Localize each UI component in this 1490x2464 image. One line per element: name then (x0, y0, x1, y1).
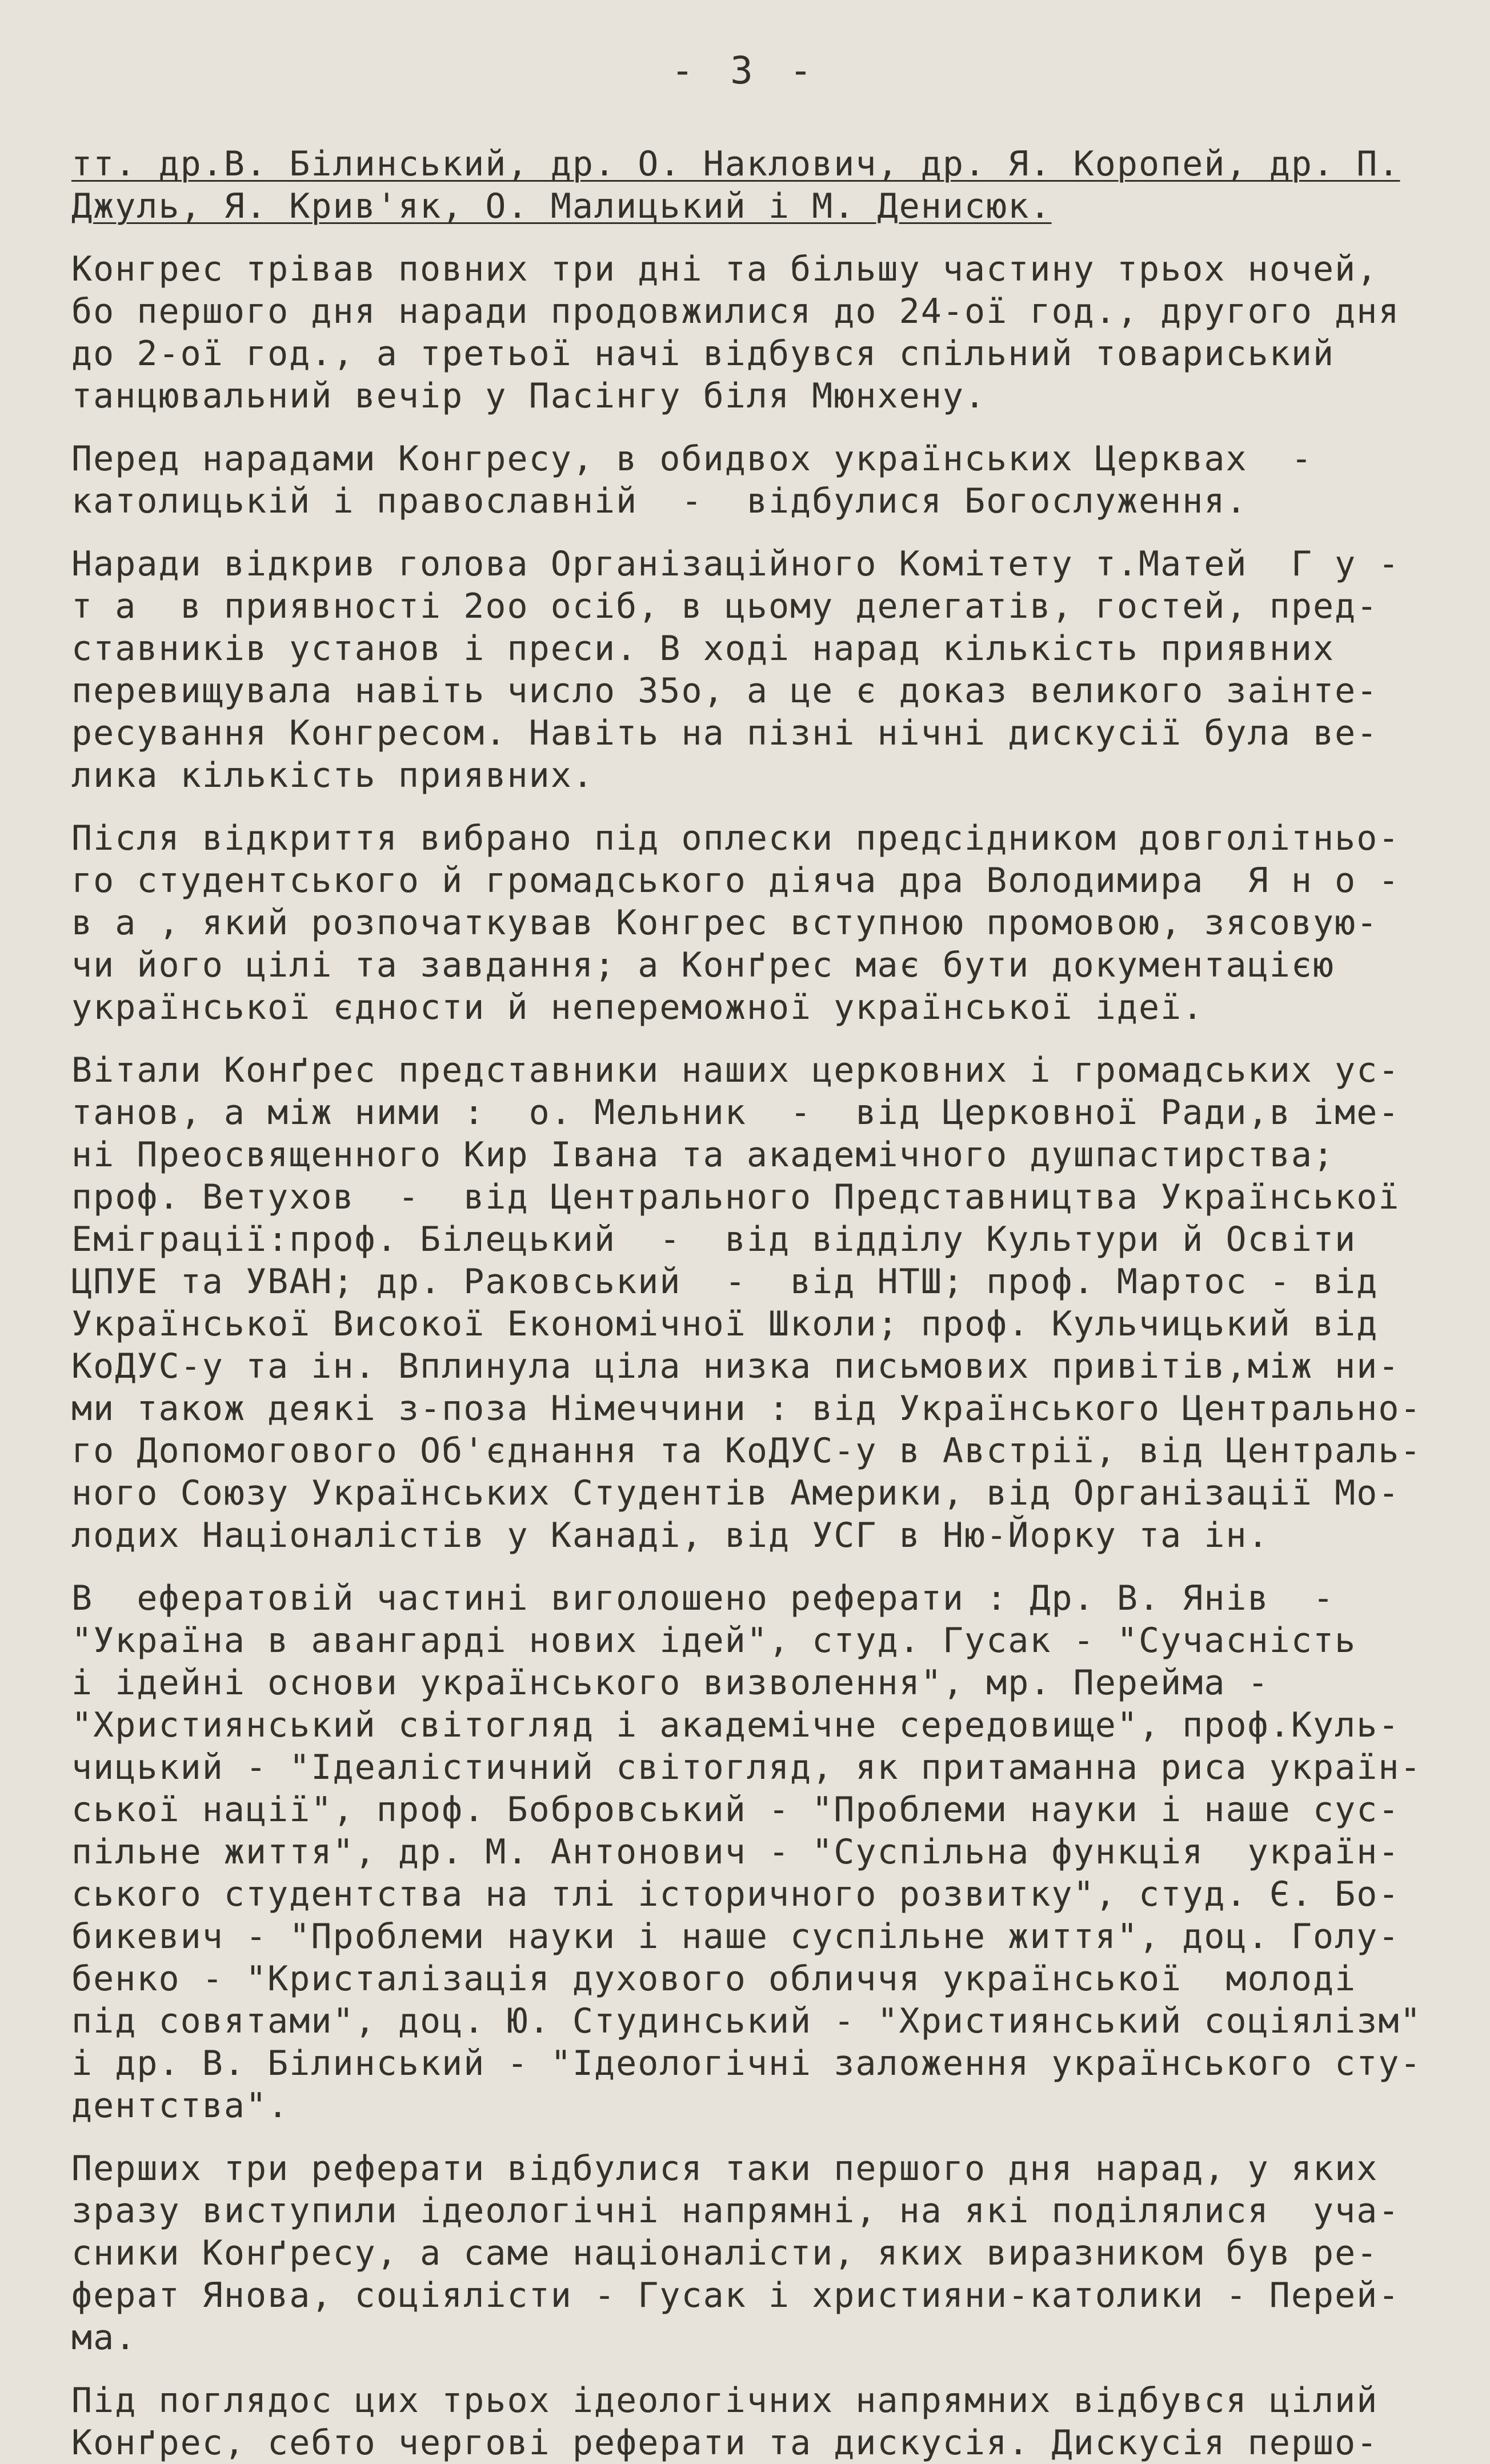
text-line: бикевич - "Проблеми науки і наше суспільне життя", доц. Голу- (71, 1917, 1400, 1957)
text-line: перевищувала навіть число 35о, а це є доказ великого заінте- (71, 671, 1379, 711)
text-line: лика кількість приявних. (71, 755, 594, 795)
text-line: ферат Янова, соціялісти - Гусак і християни-католики - Перей- (71, 2275, 1400, 2315)
text-line: католицькій і православній - відбулися Богослуження. (71, 481, 1248, 521)
text-line: танов, а між ними : о. Мельник - від Церковної Ради,в іме- (71, 1093, 1400, 1133)
text-line: до 2-ої год., а третьої начі відбувся спільний товариський (71, 334, 1335, 374)
text-line: Конгрес трівав повних три дні та більшу частину трьох ночей, (71, 249, 1379, 289)
paragraph (71, 817, 1427, 1029)
text-line: лодих Націоналістів у Канаді, від УСГ в Ню-Йорку та ін. (71, 1515, 1269, 1555)
text-line: дентства". (71, 2086, 290, 2126)
text-line: го Допомогового Об'єднання та КоДУС-у в Австрії, від Централь- (71, 1431, 1422, 1471)
text-line: Конґрес, себто чергові реферати та дискусія. Дискусія першо- (71, 2423, 1379, 2463)
paragraph (71, 143, 1427, 227)
text-line: проф. Ветухов - від Центрального Представництва Української (71, 1177, 1400, 1217)
text-line: української єдности й непереможної української ідеї. (71, 987, 1204, 1027)
paragraph (71, 1049, 1427, 1557)
text-line: В ефератовій частині виголошено реферати : Др. В. Янів - (71, 1578, 1335, 1618)
paragraph (71, 248, 1427, 417)
text-line: Під поглядос цих трьох ідеологічних напрямних відбувся цілий (71, 2381, 1379, 2421)
text-line: Перед нарадами Конгресу, в обидвох українських Церквах - (71, 439, 1313, 479)
text-line: ставників установ і преси. В ході нарад кількість приявних (71, 629, 1335, 669)
text-line: в а , який розпочаткував Конгрес вступною промовою, зясовую- (71, 903, 1379, 943)
text-line: бо першого дня наради продовжилися до 24-ої год., другого дня (71, 291, 1400, 331)
paragraph (71, 2379, 1427, 2464)
text-line: ми також деякі з-поза Німеччини : від Українського Центрально- (71, 1389, 1422, 1429)
paragraph (71, 543, 1427, 797)
paragraph (71, 438, 1427, 522)
paragraph (71, 1577, 1427, 2127)
text-line: "Християнський світогляд і академічне середовище", проф.Куль- (71, 1705, 1400, 1745)
text-line: КоДУС-у та ін. Вплинула ціла низка письмових привітів,між ни- (71, 1346, 1400, 1386)
text-line: Наради відкрив голова Організаційного Комітету т.Матей Г у - (71, 544, 1400, 584)
text-line: ського студентства на тлі історичного розвитку", студ. Є. Бо- (71, 1874, 1400, 1914)
text-line: Вітали Конґрес представники наших церковних і громадських ус- (71, 1050, 1400, 1090)
text-line: бенко - "Кристалізація духового обличчя української молоді (71, 1959, 1357, 1999)
text-line: зразу виступили ідеологічні напрямні, на які поділялися уча- (71, 2191, 1400, 2231)
text-line: сники Конґресу, а саме націоналісти, яких виразником був ре- (71, 2233, 1379, 2273)
text-line: ЦПУЕ та УВАН; др. Раковський - від НТШ; проф. Мартос - від (71, 1262, 1379, 1302)
text-line: пільне життя", др. М. Антонович - "Суспільна функція україн- (71, 1832, 1400, 1872)
paragraph (71, 2147, 1427, 2359)
page-number: - 3 - (671, 49, 819, 93)
text-line: Перших три реферати відбулися таки першого дня нарад, у яких (71, 2149, 1379, 2189)
document-body (71, 143, 1427, 2464)
text-line: Після відкриття вибрано під оплески предсідником довголітньо- (71, 818, 1400, 858)
text-line: Еміграції:проф. Білецький - від відділу Культури й Освіти (71, 1219, 1357, 1259)
text-line: тт. др.В. Білинський, др. О. Наклович, др. Я. Коропей, др. П. (71, 144, 1400, 184)
text-line: танцювальний вечір у Пасінгу біля Мюнхену. (71, 376, 987, 416)
text-line: чи його цілі та завдання; а Конґрес має бути документацією (71, 945, 1335, 985)
text-line: го студентського й громадського діяча дра Володимира Я н о - (71, 861, 1400, 901)
text-line: ного Союзу Українських Студентів Америки, від Організації Мо- (71, 1473, 1400, 1513)
text-line: і др. В. Білинський - "Ідеологічні заложення українського сту- (71, 2043, 1422, 2083)
text-line: т а в приявності 2оо осіб, в цьому делегатів, гостей, пред- (71, 586, 1379, 626)
text-line: ресування Конгресом. Навіть на пізні нічні дискусії була ве- (71, 713, 1379, 753)
text-line: чицький - "Ідеалістичний світогляд, як притаманна риса україн- (71, 1747, 1422, 1787)
text-line: ні Преосвященного Кир Івана та академічного душпастирства; (71, 1135, 1335, 1175)
text-line: і ідейні основи українського визволення", мр. Перейма - (71, 1663, 1269, 1703)
text-line: ської нації", проф. Бобровський - "Проблеми науки і наше сус- (71, 1790, 1400, 1830)
text-line: "Україна в авангарді нових ідей", студ. Гусак - "Сучасність (71, 1621, 1357, 1661)
text-line: ма. (71, 2318, 137, 2358)
text-line: Джуль, Я. Крив'як, О. Малицький і М. Денисюк. (71, 186, 1052, 226)
text-line: Української Високої Економічної Школи; проф. Кульчицький від (71, 1304, 1379, 1344)
text-line: під совятами", доц. Ю. Студинський - "Християнський соціялізм" (71, 2001, 1422, 2041)
